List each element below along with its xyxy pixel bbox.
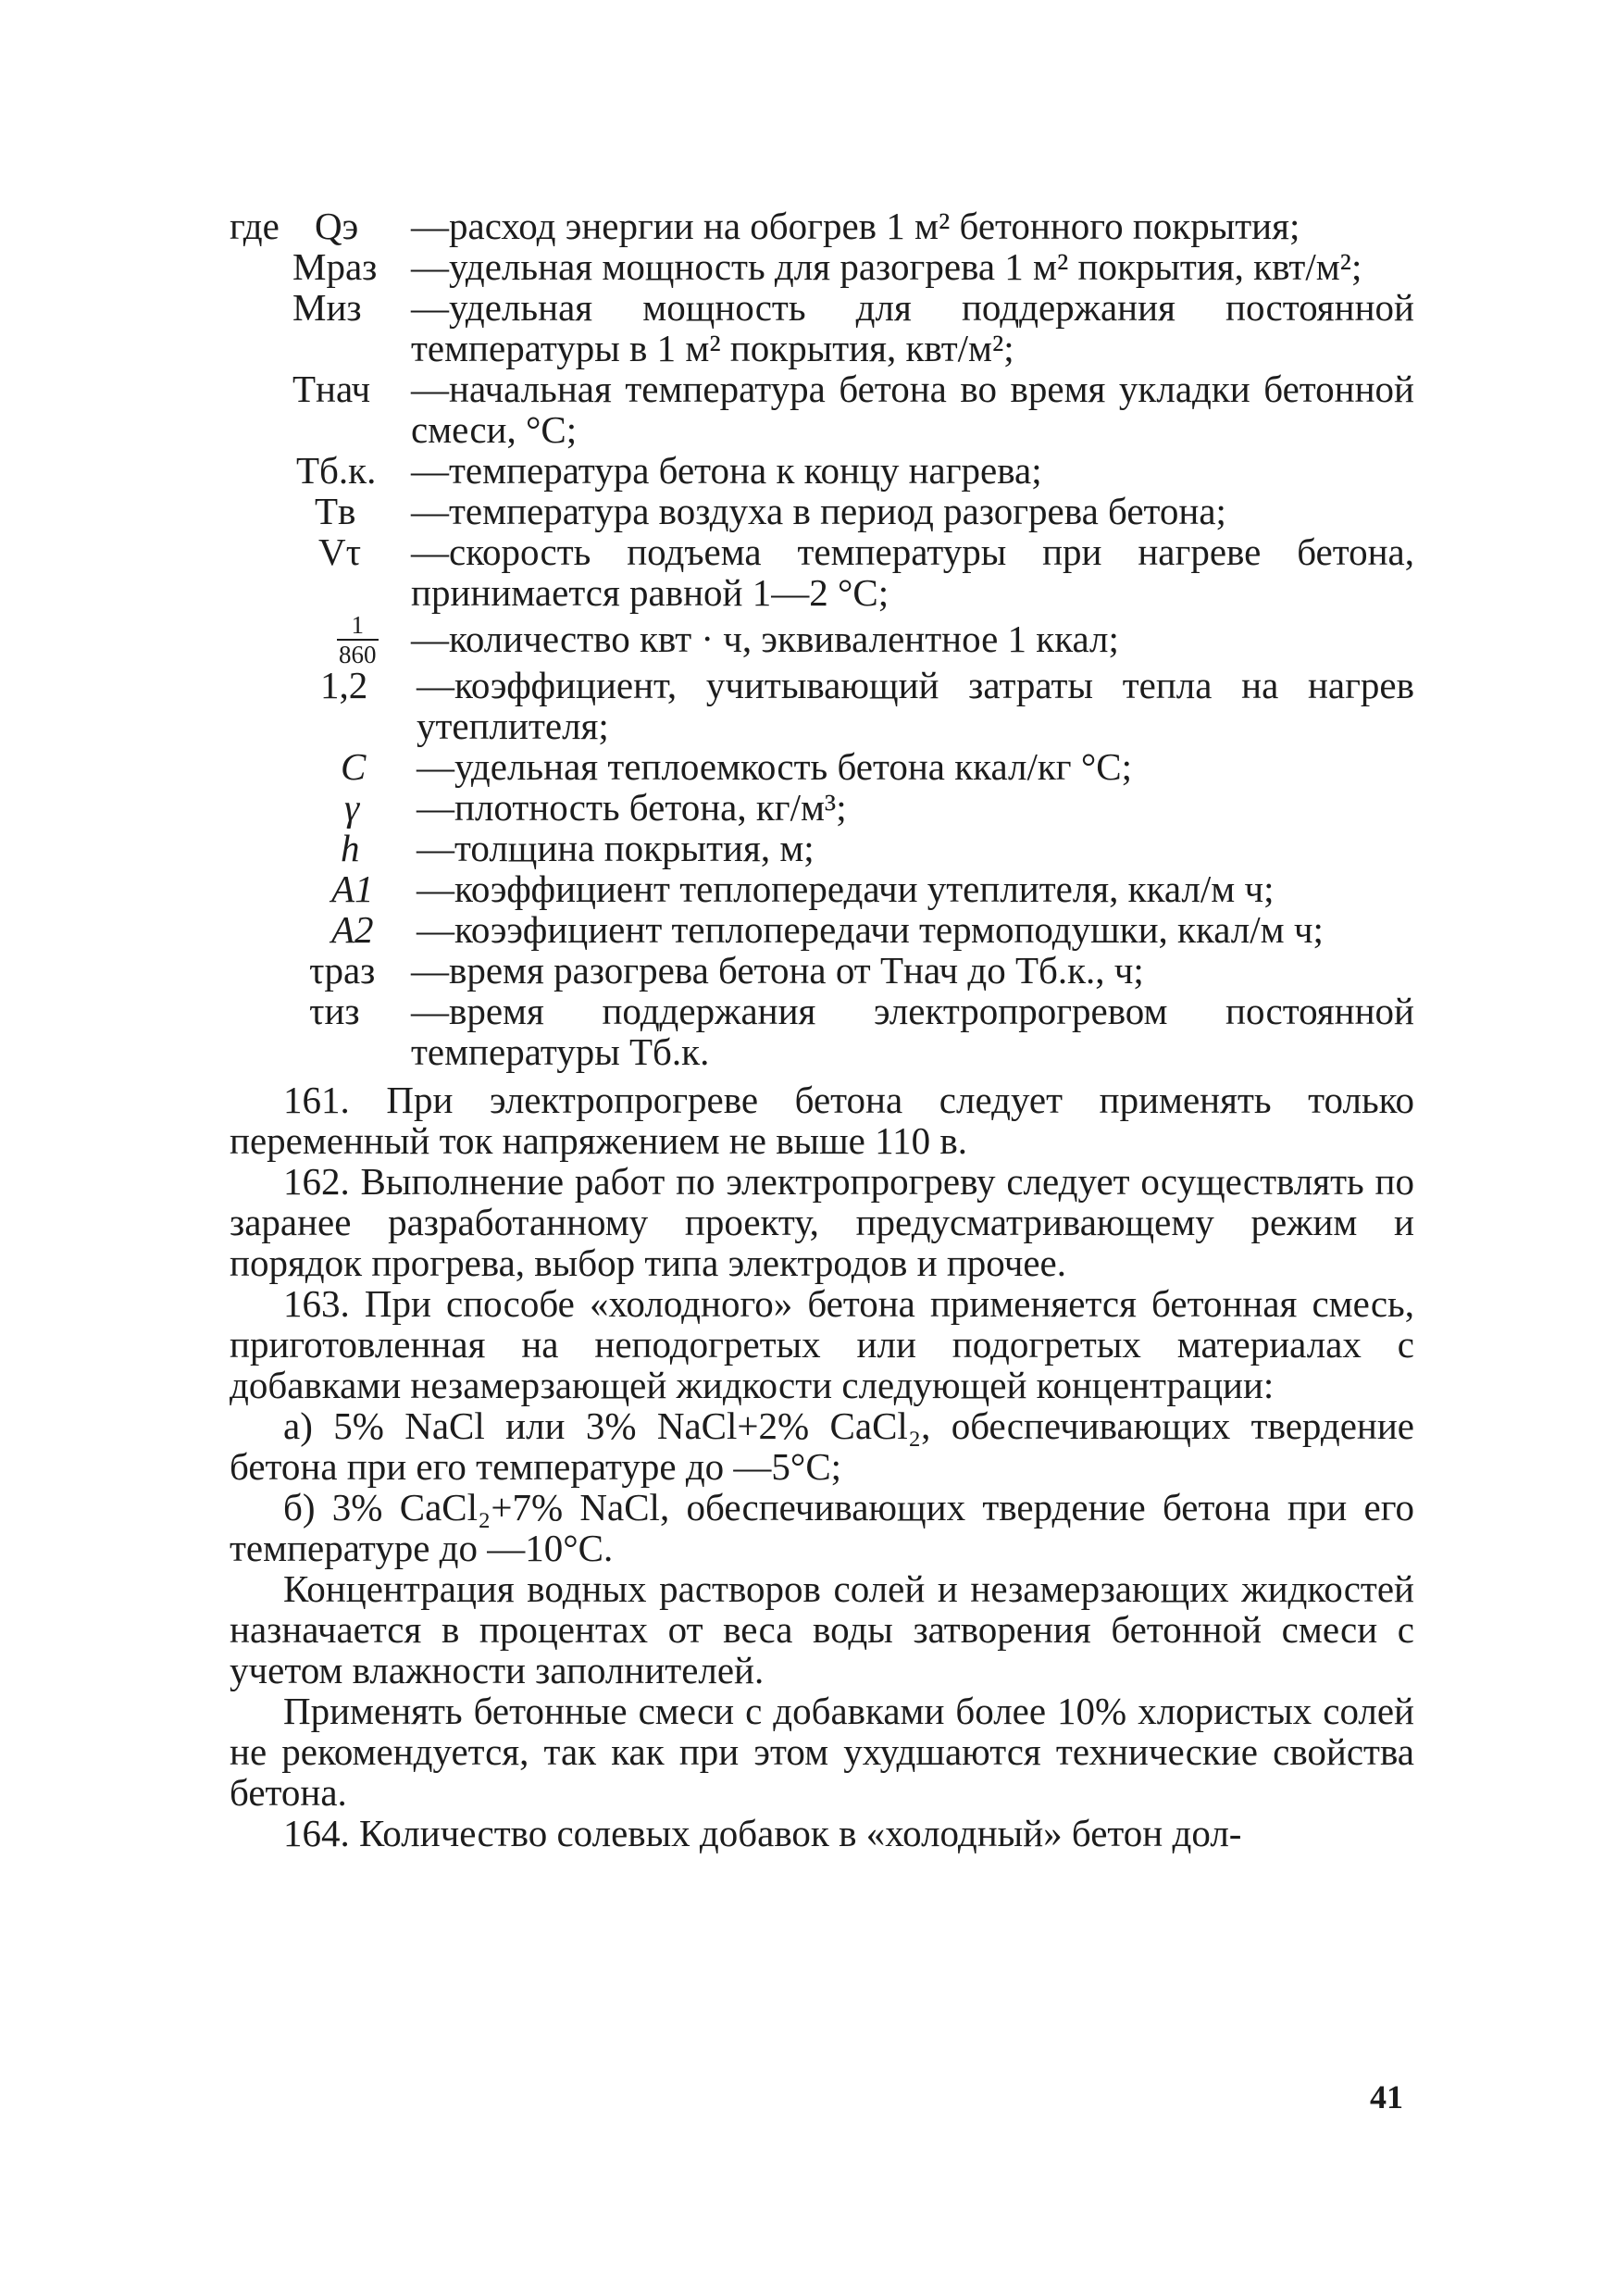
- fraction-denominator: 860: [339, 641, 377, 668]
- definition-text: —начальная температура бетона во время укладки бетонной смеси, °С;: [411, 368, 1414, 451]
- definition-row: [230, 991, 1414, 1072]
- definition-row: [230, 246, 1414, 287]
- definition-text: —удельная теплоемкость бетона ккал/кг °С;: [417, 745, 1132, 788]
- fraction-symbol: [337, 611, 379, 668]
- definition-symbol: Tв: [315, 490, 356, 532]
- definition-symbol: Qэ: [315, 205, 359, 247]
- definition-row: [230, 368, 1414, 450]
- definition-text: —время разогрева бетона от Tнач до Tб.к., ч;: [411, 949, 1144, 992]
- paragraph-161: 161. При электропрогреве бетона следует применять только переменный ток напряжением не выше 110 в.: [230, 1079, 1414, 1162]
- definition-symbol: Tб.к.: [296, 449, 377, 492]
- definition-symbol: A2: [331, 908, 374, 951]
- definition-row: [230, 828, 1414, 868]
- page-content: [230, 206, 1414, 1853]
- definition-symbol: τиз: [309, 990, 360, 1032]
- body-text: [230, 1079, 1414, 1853]
- definition-text: —удельная мощность для поддержания постоянной температуры в 1 м² покрытия, квт/м²;: [411, 286, 1414, 369]
- definition-row-fraction: [230, 611, 1414, 668]
- definition-symbol: τраз: [309, 949, 376, 992]
- definition-symbol: Mиз: [292, 286, 362, 329]
- definition-text: —плотность бетона, кг/м³;: [417, 786, 847, 829]
- definition-text: —коээфициент теплопередачи термоподушки, ккал/м ч;: [417, 908, 1324, 951]
- definition-row: [230, 206, 1414, 246]
- definition-row: [230, 950, 1414, 991]
- definition-symbol: C: [341, 745, 367, 788]
- definition-symbol: h: [341, 827, 360, 869]
- definition-symbol: γ: [344, 786, 360, 829]
- symbol-definitions: [230, 206, 1414, 1072]
- intro-word: где: [230, 205, 280, 247]
- definition-row: [230, 909, 1414, 950]
- definition-row: [230, 665, 1414, 746]
- paragraph-concentration: Концентрация водных растворов солей и незамерзающих жидкостей назначается в процентах от веса воды затворения бетонной смеси с учетом влажности заполнителей.: [230, 1567, 1414, 1691]
- paragraph-chloride-salts: Применять бетонные смеси с добавками более 10% хлористых солей не рекомендуется, так как при этом ухудшаются технические свойства бетона.: [230, 1690, 1414, 1814]
- paragraph-164: 164. Количество солевых добавок в «холодный» бетон дол-: [283, 1812, 1242, 1854]
- list-item-a: а) 5% NaCl или 3% NaCl+2% CaCl₂, обеспечивающих твердение бетона при его температуре до —5°С;: [230, 1404, 1414, 1488]
- definition-row: [230, 787, 1414, 828]
- definition-row: [230, 531, 1414, 613]
- paragraph-162: 162. Выполнение работ по электропрогреву следует осуществлять по заранее разработанному проекту, предусматривающему режим и порядок прогрева, выбор типа электродов и прочее.: [230, 1160, 1414, 1284]
- definition-symbol: Mраз: [292, 245, 378, 288]
- definition-row: [230, 287, 1414, 368]
- definition-text: —количество квт · ч, эквивалентное 1 ккал;: [411, 618, 1119, 660]
- page-number: 41: [1370, 2078, 1403, 2115]
- definition-text: —скорость подъема температуры при нагреве бетона, принимается равной 1—2 °С;: [411, 530, 1414, 614]
- definition-row: [230, 491, 1414, 531]
- definition-text: —коэффициент, учитывающий затраты тепла на нагрев утеплителя;: [417, 664, 1414, 747]
- fraction-numerator: 1: [351, 611, 364, 639]
- definition-text: —удельная мощность для разогрева 1 м² покрытия, квт/м²;: [411, 245, 1362, 288]
- paragraph-163: 163. При способе «холодного» бетона применяется бетонная смесь, приготовленная на неподогретых или подогретых материалах с добавками незамерзающей жидкости следующей концентрации:: [230, 1282, 1414, 1406]
- definition-row: [230, 746, 1414, 787]
- definition-row: [230, 450, 1414, 491]
- list-item-b: б) 3% CaCl₂+7% NaCl, обеспечивающих твердение бетона при его температуре до —10°С.: [230, 1486, 1414, 1569]
- definition-symbol: 1,2: [320, 664, 368, 706]
- definition-symbol: Tнач: [292, 368, 371, 410]
- definition-text: —расход энергии на обогрев 1 м² бетонного покрытия;: [411, 205, 1300, 247]
- definition-symbol: Vτ: [318, 530, 362, 573]
- definition-text: —температура воздуха в период разогрева бетона;: [411, 490, 1226, 532]
- definition-text: —коэффициент теплопередачи утеплителя, ккал/м ч;: [417, 867, 1275, 910]
- definition-symbol: A1: [331, 867, 374, 910]
- definition-text: —время поддержания электропрогревом постоянной температуры Tб.к.: [411, 990, 1414, 1073]
- definition-text: —толщина покрытия, м;: [417, 827, 815, 869]
- definition-text: —температура бетона к концу нагрева;: [411, 449, 1042, 492]
- definition-row: [230, 868, 1414, 909]
